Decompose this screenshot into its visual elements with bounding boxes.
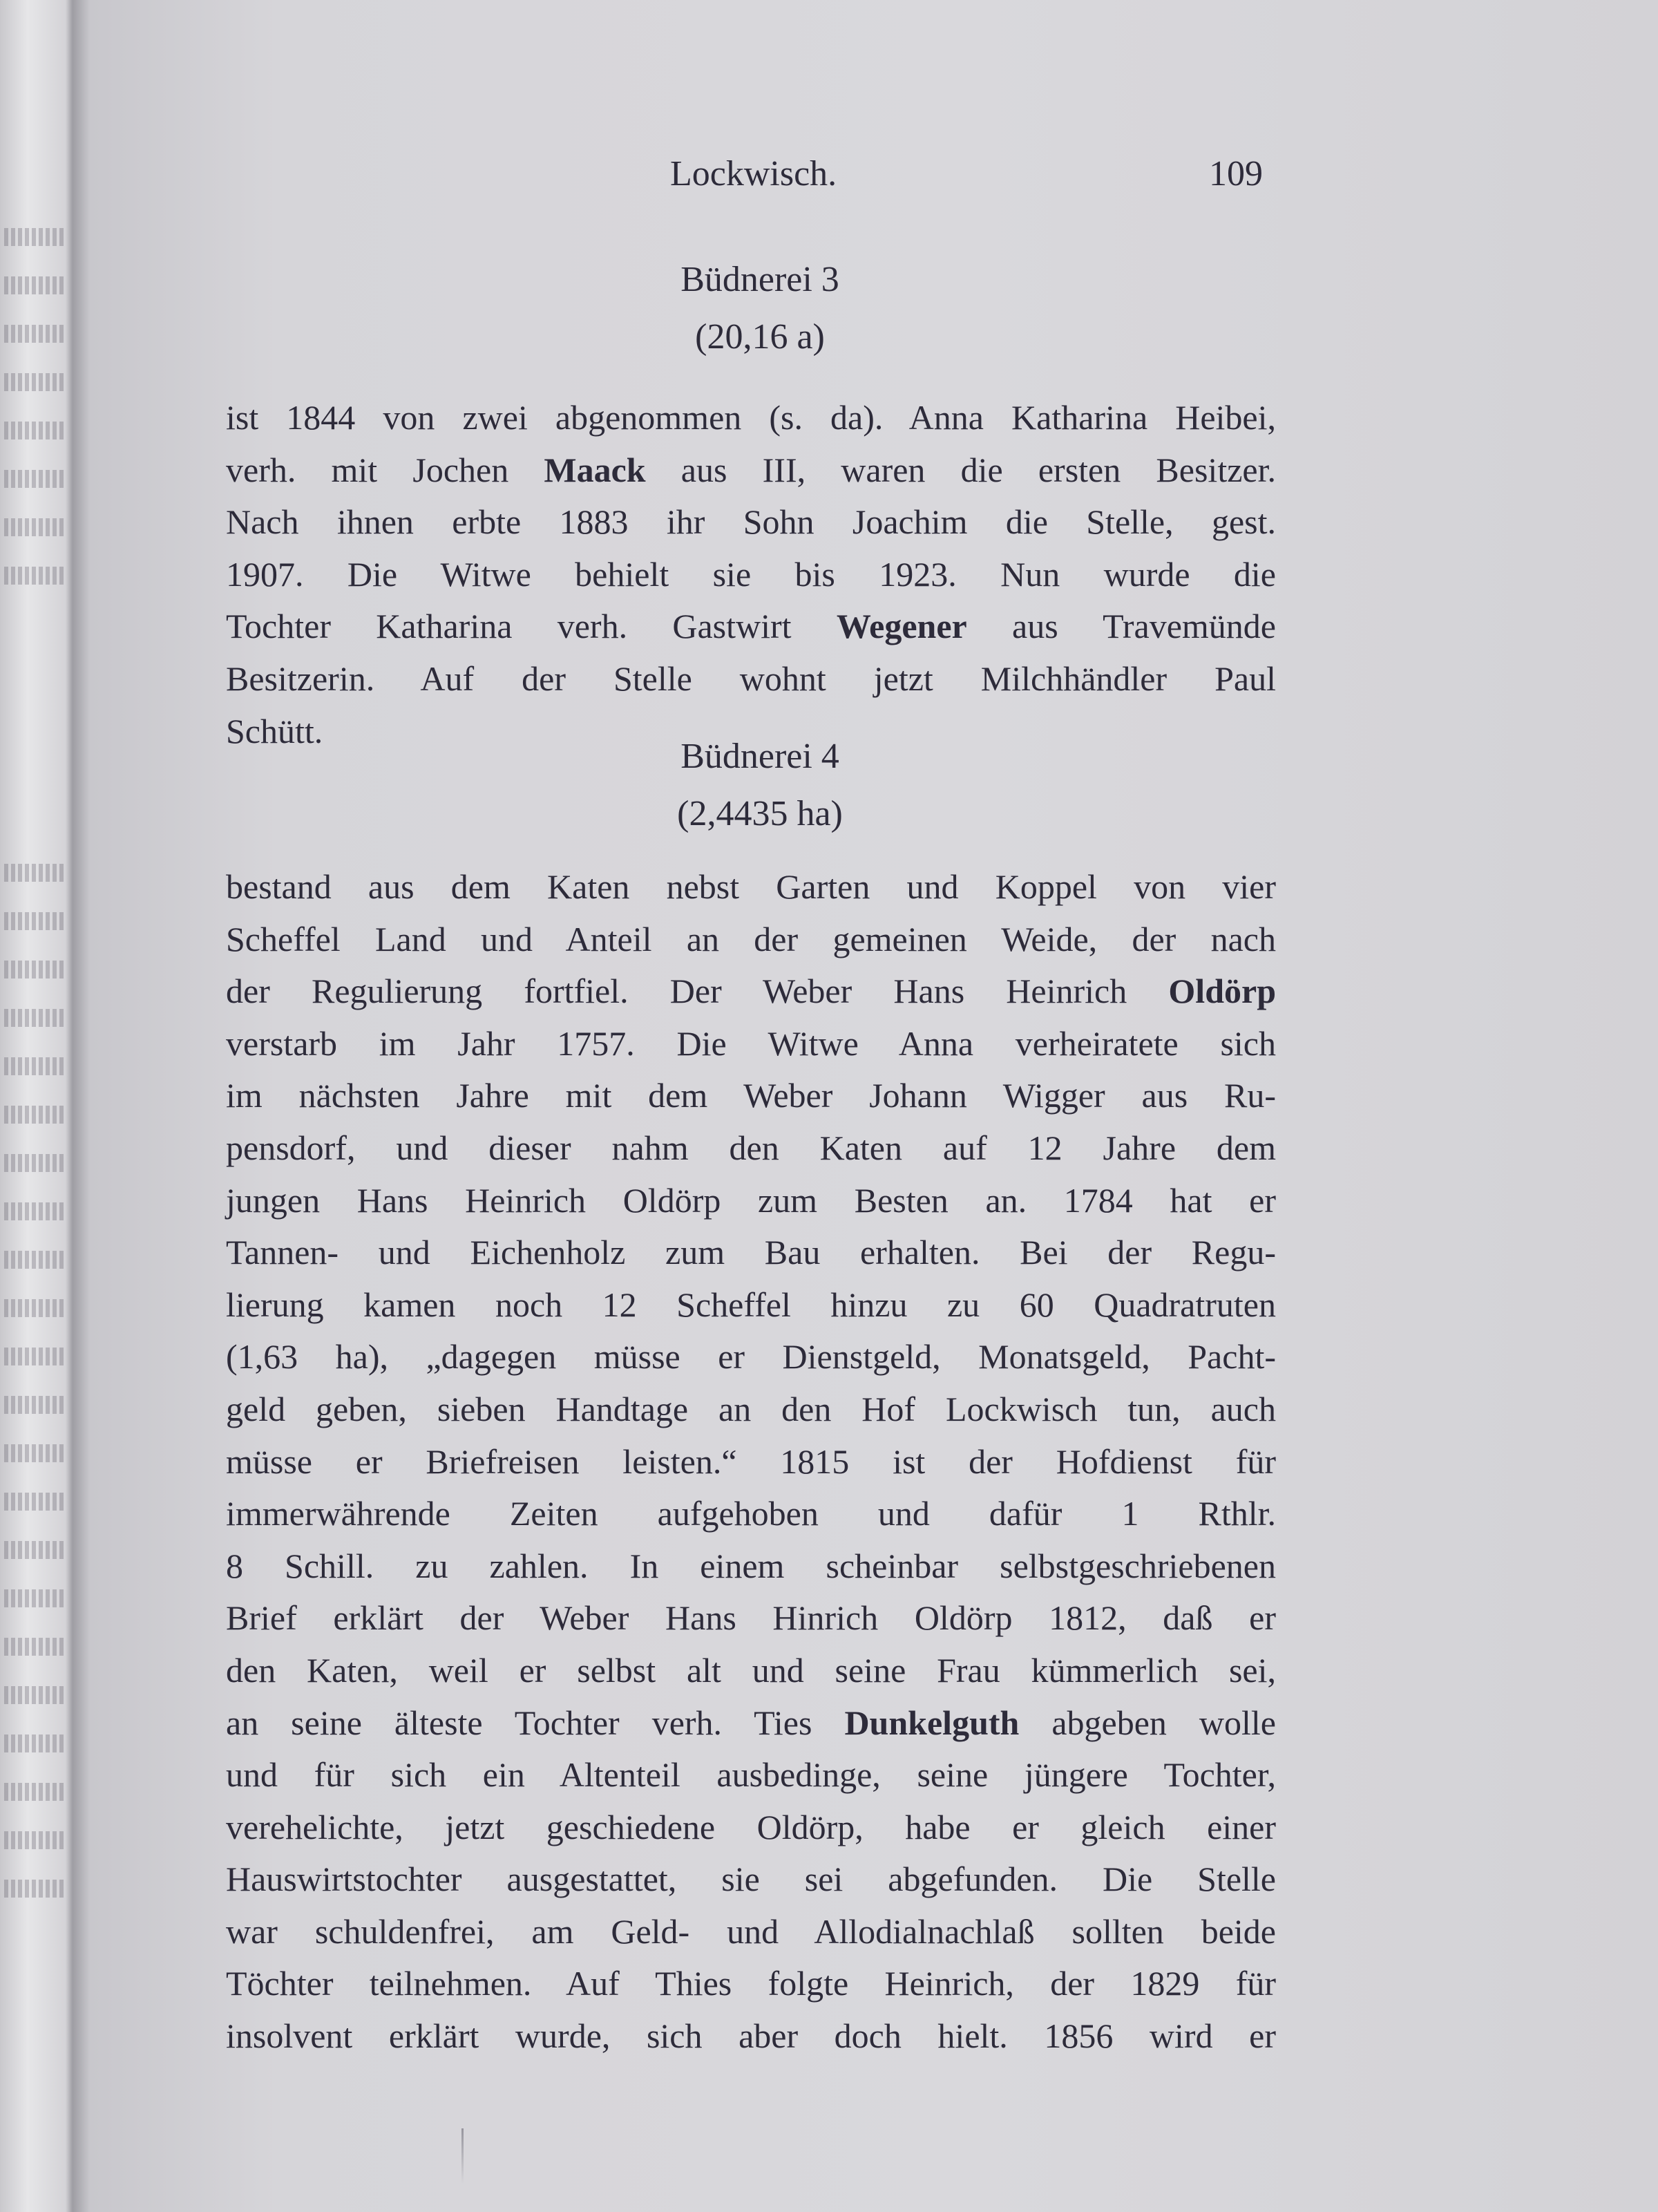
text-line bbox=[226, 1488, 1276, 1540]
text-line bbox=[226, 1070, 1276, 1122]
section-area: (20,16 a) bbox=[695, 317, 825, 357]
text-segment: der Regulierung fortfiel. Der Weber Hans Heinrich bbox=[226, 972, 1169, 1011]
adjacent-page-text-fragment bbox=[4, 1444, 66, 1462]
text-segment: Brief erklärt der Weber Hans Hinrich Oldörp 1812, daß er bbox=[226, 1598, 1276, 1638]
section-title: Büdnerei 4 bbox=[680, 737, 839, 776]
text-segment: Scheffel Land und Anteil an der gemeinen Weide, der nach bbox=[226, 919, 1276, 958]
bold-name: Wegener bbox=[836, 607, 967, 646]
text-segment: 1907. Die Witwe behielt sie bis 1923. Nun wurde die bbox=[226, 554, 1276, 594]
text-segment: Hauswirtstochter ausgestattet, sie sei abgefunden. Die Stelle bbox=[226, 1860, 1276, 1899]
adjacent-page-text-fragment bbox=[4, 470, 66, 488]
text-line bbox=[226, 601, 1276, 653]
paragraph-buednerei-3 bbox=[226, 392, 1276, 757]
text-segment: abgeben wolle bbox=[1019, 1703, 1276, 1742]
text-line bbox=[226, 1540, 1276, 1593]
text-line bbox=[226, 1645, 1276, 1697]
text-segment: lierung kamen noch 12 Scheffel hinzu zu 60 Quadratruten bbox=[226, 1285, 1276, 1324]
adjacent-page-text-fragment bbox=[4, 1057, 66, 1075]
adjacent-page-text-fragment bbox=[4, 567, 66, 585]
text-line bbox=[226, 914, 1276, 966]
adjacent-page-text-fragment bbox=[4, 1734, 66, 1752]
adjacent-page-text-fragment bbox=[4, 1880, 66, 1898]
adjacent-page-text-fragment bbox=[4, 1831, 66, 1849]
text-segment: Nach ihnen erbte 1883 ihr Sohn Joachim die Stelle, gest. bbox=[226, 502, 1276, 542]
adjacent-page-text-fragment bbox=[4, 1686, 66, 1704]
adjacent-page-text-fragment bbox=[4, 1348, 66, 1365]
text-segment: müsse er Briefreisen leisten.“ 1815 ist der Hofdienst für bbox=[226, 1441, 1276, 1481]
text-line bbox=[226, 1331, 1276, 1383]
adjacent-page-text-fragment bbox=[4, 1299, 66, 1317]
adjacent-page-text-fragment bbox=[4, 422, 66, 439]
text-line bbox=[226, 1802, 1276, 1854]
text-segment: Töchter teilnehmen. Auf Thies folgte Heinrich, der 1829 für bbox=[226, 1964, 1276, 2003]
text-segment: pensdorf, und dieser nahm den Katen auf 12 Jahre dem bbox=[226, 1128, 1276, 1167]
adjacent-page-text-fragment bbox=[4, 1493, 66, 1511]
adjacent-page-text-fragment bbox=[4, 864, 66, 882]
text-segment: geld geben, sieben Handtage an den Hof Lockwisch tun, auch bbox=[226, 1389, 1276, 1428]
text-segment: im nächsten Jahre mit dem Weber Johann Wigger aus Ru- bbox=[226, 1076, 1276, 1115]
text-line bbox=[226, 2010, 1276, 2063]
bold-name: Oldörp bbox=[1168, 972, 1276, 1011]
text-line bbox=[226, 1018, 1276, 1070]
text-segment: den Katen, weil er selbst alt und seine Frau kümmerlich sei, bbox=[226, 1650, 1276, 1690]
text-segment: Besitzerin. Auf der Stelle wohnt jetzt Milchhändler Paul bbox=[226, 659, 1276, 698]
text-line bbox=[226, 1592, 1276, 1645]
section-title: Büdnerei 3 bbox=[680, 260, 839, 299]
text-segment: an seine älteste Tochter verh. Ties bbox=[226, 1703, 845, 1742]
text-line bbox=[226, 1122, 1276, 1175]
adjacent-page-text-fragment bbox=[4, 1202, 66, 1220]
bold-name: Maack bbox=[544, 450, 646, 489]
text-line bbox=[226, 1906, 1276, 1958]
text-line bbox=[226, 1958, 1276, 2010]
adjacent-page-text-fragment bbox=[4, 961, 66, 979]
text-segment: verstarb im Jahr 1757. Die Witwe Anna verheiratete sich bbox=[226, 1023, 1276, 1063]
text-line bbox=[226, 1175, 1276, 1227]
adjacent-page-text-fragment bbox=[4, 228, 66, 246]
text-line bbox=[226, 1697, 1276, 1750]
adjacent-page-text-fragment bbox=[4, 518, 66, 536]
running-head: Lockwisch. bbox=[670, 154, 837, 193]
text-segment: aus III, waren die ersten Besitzer. bbox=[645, 450, 1276, 489]
text-line bbox=[226, 444, 1276, 497]
adjacent-page-text-fragment bbox=[4, 1009, 66, 1027]
text-line bbox=[226, 1227, 1276, 1279]
page-blemish bbox=[461, 2128, 464, 2184]
text-line bbox=[226, 549, 1276, 601]
text-line bbox=[226, 1279, 1276, 1332]
section-area: (2,4435 ha) bbox=[677, 794, 843, 833]
text-segment: ist 1844 von zwei abgenommen (s. da). Anna Katharina Heibei, bbox=[226, 398, 1276, 437]
text-line bbox=[226, 1749, 1276, 1802]
text-line bbox=[226, 1383, 1276, 1436]
text-segment: Tannen- und Eichenholz zum Bau erhalten. Bei der Regu- bbox=[226, 1233, 1276, 1272]
adjacent-page-text-fragment bbox=[4, 912, 66, 930]
text-segment: war schuldenfrei, am Geld- und Allodialnachlaß sollten beide bbox=[226, 1911, 1276, 1951]
text-segment: bestand aus dem Katen nebst Garten und Koppel von vier bbox=[226, 867, 1276, 906]
text-segment: aus Travemünde bbox=[966, 607, 1276, 646]
paragraph-buednerei-4 bbox=[226, 861, 1276, 2063]
adjacent-page-text-fragment bbox=[4, 1396, 66, 1414]
text-line bbox=[226, 1436, 1276, 1488]
text-line bbox=[226, 392, 1276, 444]
bold-name: Dunkelguth bbox=[844, 1703, 1020, 1742]
text-segment: 8 Schill. zu zahlen. In einem scheinbar selbstgeschriebenen bbox=[226, 1546, 1276, 1585]
text-line bbox=[226, 653, 1276, 706]
page-number: 109 bbox=[1209, 154, 1263, 193]
text-segment: Tochter Katharina verh. Gastwirt bbox=[226, 607, 837, 646]
text-segment: verehelichte, jetzt geschiedene Oldörp, habe er gleich einer bbox=[226, 1807, 1276, 1846]
adjacent-page-text-fragment bbox=[4, 1589, 66, 1607]
adjacent-page-text-fragment bbox=[4, 373, 66, 391]
text-segment: insolvent erklärt wurde, sich aber doch hielt. 1856 wird er bbox=[226, 2016, 1276, 2056]
text-segment: verh. mit Jochen bbox=[226, 450, 544, 489]
text-segment: jungen Hans Heinrich Oldörp zum Besten an. 1784 hat er bbox=[226, 1180, 1276, 1220]
adjacent-page-text-fragment bbox=[4, 1251, 66, 1269]
text-line bbox=[226, 1853, 1276, 1906]
text-segment: und für sich ein Altenteil ausbedinge, seine jüngere Tochter, bbox=[226, 1755, 1276, 1795]
text-segment: Schütt. bbox=[226, 711, 323, 750]
adjacent-page-text-fragment bbox=[4, 1541, 66, 1559]
text-segment: immerwährende Zeiten aufgehoben und dafür 1 Rthlr. bbox=[226, 1494, 1276, 1533]
text-line bbox=[226, 496, 1276, 549]
adjacent-page-text-fragment bbox=[4, 1154, 66, 1172]
text-line bbox=[226, 861, 1276, 914]
text-line bbox=[226, 965, 1276, 1018]
text-segment: (1,63 ha), „dagegen müsse er Dienstgeld, Monatsgeld, Pacht- bbox=[226, 1337, 1276, 1377]
adjacent-page-text-fragment bbox=[4, 1638, 66, 1656]
adjacent-page-text-fragment bbox=[4, 1106, 66, 1124]
adjacent-page-text-fragment bbox=[4, 1783, 66, 1801]
